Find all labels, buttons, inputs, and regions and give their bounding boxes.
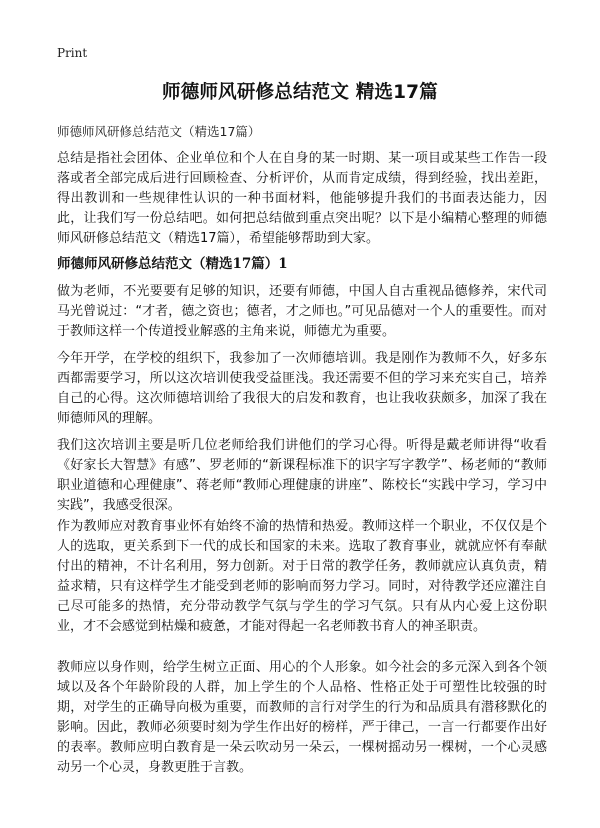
document-subtitle: 师德师风研修总结范文（精选17篇） bbox=[57, 124, 261, 139]
body-paragraph: 教师应以身作则，给学生树立正面、用心的个人形象。如今社会的多元深入到各个领域以及各个年龄阶段的人群，加上学生的个人品格、性格正处于可塑性比较强的时期，对学生的正确导向极为重要，而教师的言行对学生的行为和品质具有潜移默化的影响。因此，教师必须要时刻为学生作出好的榜样，严于律己，一言一行都要作出好的表率。教师应明白教育是一朵云吹动另一朵云，一棵树摇动另一棵树，一个心灵感动另一个心灵，身教更胜于言教。 bbox=[57, 660, 547, 775]
print-link[interactable]: Print bbox=[57, 46, 88, 60]
body-paragraph: 做为老师，不光要要有足够的知识，还要有师德，中国人自古重视品德修养，宋代司马光曾说过：“才者，德之资也；德者，才之师也。”可见品德对一个人的重要性。而对于教师这样一个传道授业解惑的主角来说，师德尤为重要。 bbox=[57, 284, 547, 339]
body-paragraph: 我们这次培训主要是听几位老师给我们讲他们的学习心得。听得是戴老师讲得“收看《好家长大智慧》有感”、罗老师的“新课程标准下的识字写字教学”、杨老师的“教师职业道德和心理健康”、蒋老师“教师心理健康的讲座”、陈校长“实践中学习，学习中实践”，我感受很深。 bbox=[57, 438, 547, 513]
body-paragraph: 今年开学，在学校的组织下，我参加了一次师德培训。我是刚作为教师不久，好多东西都需要学习，所以这次培训使我受益匪浅。我还需要不但的学习来充实自己，培养自己的心得。这次师德培训给了我很大的启发和教育，也让我收获颇多，加深了我在师德师风的理解。 bbox=[57, 351, 547, 426]
document-title: 师德师风研修总结范文 精选17篇 bbox=[162, 82, 438, 103]
section-heading: 师德师风研修总结范文（精选17篇）1 bbox=[57, 256, 288, 272]
intro-paragraph: 总结是指社会团体、企业单位和个人在自身的某一时期、某一项目或某些工作告一段落或者全部完成后进行回顾检查、分析评价，从而肯定成绩，得到经验，找出差距，得出教训和一些规律性认识的一种书面材料，他能够提升我们的书面表达能力，因此，让我们写一份总结吧。如何把总结做到重点突出呢？以下是小编精心整理的师德师风研修总结范文（精选17篇），希望能够帮助到大家。 bbox=[57, 151, 547, 246]
body-paragraph: 作为教师应对教育事业怀有始终不渝的热情和热爱。教师这样一个职业，不仅仅是个人的选取，更关系到下一代的成长和国家的未来。选取了教育事业，就就应怀有奉献付出的精神，不计名利用，努力创新。对于日常的教学任务，教师就应认真负责，精益求精，只有这样学生才能受到老师的影响而努力学习。同时，对待教学还应灌注自己尽可能多的热情，充分带动教学气氛与学生的学习气氛。只有从内心爱上这份职业，才不会感觉到枯燥和疲惫，才能对得起一名老师教书育人的神圣职责。 bbox=[57, 519, 547, 634]
